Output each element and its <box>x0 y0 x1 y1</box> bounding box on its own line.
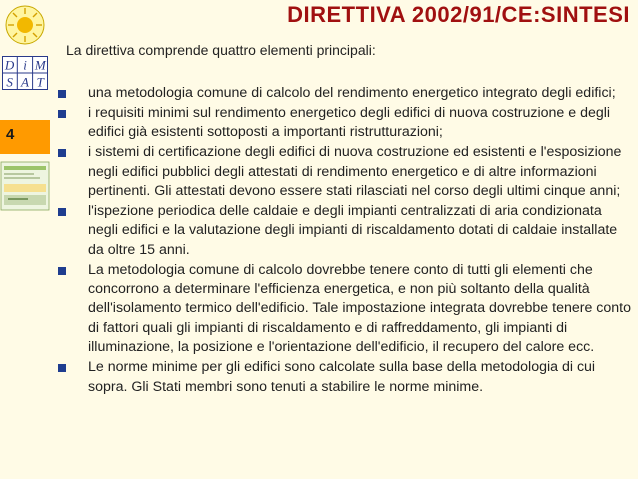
square-bullet-icon <box>58 90 66 98</box>
square-bullet-icon <box>58 364 66 372</box>
list-item <box>58 84 634 103</box>
bullet-list <box>58 84 634 398</box>
list-item-text: i sistemi di certificazione degli edifici di nuova costruzione ed esistenti e l'esposizione negli edifici pubblici degli attestati di rendimento energetico e di altre informazioni pertinenti. Gli attestati devono essere stati rilasciati nel corso degli ultimi cinque anni; <box>88 144 622 200</box>
dimsat-letter: D <box>4 57 15 73</box>
intro-text: La direttiva comprende quattro elementi principali: <box>66 42 376 58</box>
list-item-text: l'ispezione periodica delle caldaie e degli impianti centralizzati di aria condizionata negli edifici e la valutazione degli impianti di riscaldamento dotati di caldaie installate da oltre 15 anni. <box>88 202 618 258</box>
dimsat-letter: A <box>21 74 29 90</box>
list-item-text: La metodologia comune di calcolo dovrebbe tenere conto di tutti gli elementi che concorrono a determinare l'efficienza energetica, e non più soltanto della qualità dell'isolamento termico dell'edificio. Tale impostazione integrata dovrebbe tenere conto di fattori quali gli impianti di riscaldamento e di raffreddamento, gli impianti di illuminazione, la posizione e l'orientazione dell'edificio, il recupero del calore ecc. <box>88 261 632 356</box>
slide-title: DIRETTIVA 2002/91/CE:SINTESI <box>287 2 630 27</box>
list-item-text: una metodologia comune di calcolo del rendimento energetico integrato degli edifici; <box>88 85 616 101</box>
dimsat-letter: M <box>34 57 46 73</box>
list-item <box>58 104 634 143</box>
list-item-text: i requisiti minimi sul rendimento energetico degli edifici di nuova costruzione e degli edifici già esistenti sottoposti a importanti ristrutturazioni; <box>88 104 611 141</box>
dimsat-logo <box>2 56 48 90</box>
dimsat-letter: S <box>6 74 13 90</box>
square-bullet-icon <box>58 149 66 157</box>
list-item <box>58 358 634 397</box>
slide-number: 4 <box>6 126 15 143</box>
square-bullet-icon <box>58 267 66 275</box>
sidebar <box>0 0 52 479</box>
list-item <box>58 261 634 358</box>
square-bullet-icon <box>58 208 66 216</box>
certificate-card-icon <box>0 160 50 212</box>
square-bullet-icon <box>58 110 66 118</box>
list-item-text: Le norme minime per gli edifici sono calcolate sulla base della metodologia di cui sopra. Gli Stati membri sono tenuti a stabilire le norme minime. <box>88 359 596 395</box>
list-item <box>58 202 634 260</box>
dimsat-letter: T <box>36 74 44 90</box>
dimsat-letter: i <box>23 57 27 73</box>
list-item <box>58 143 634 201</box>
